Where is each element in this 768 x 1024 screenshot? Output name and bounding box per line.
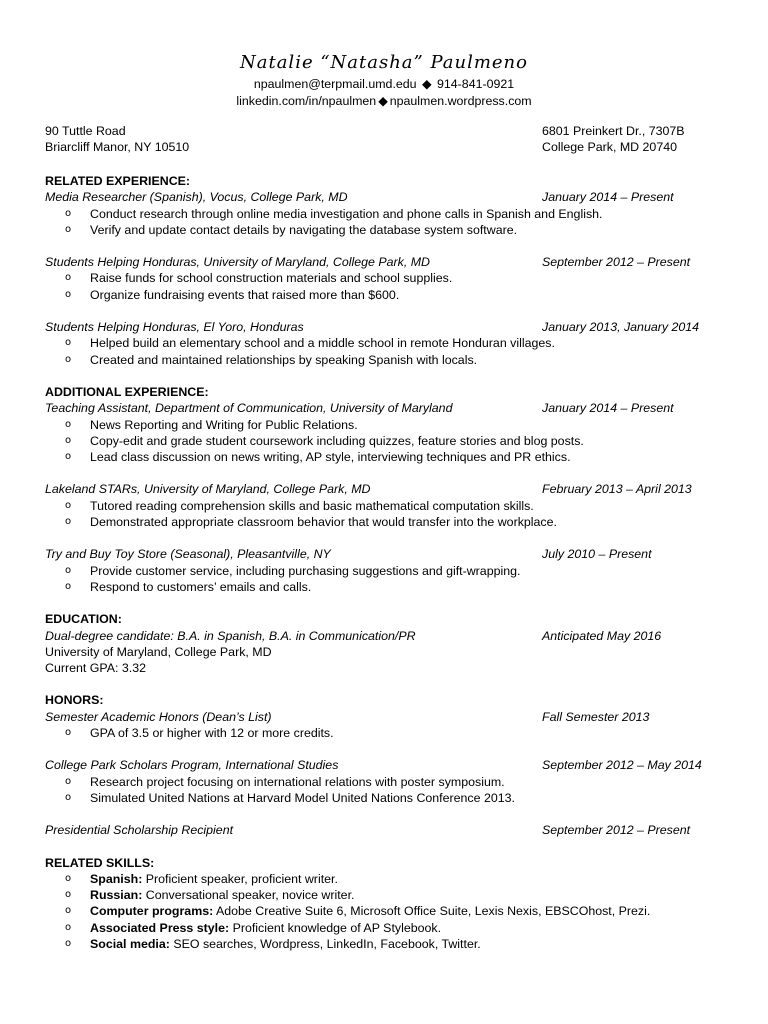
skill-label: Russian: [90, 888, 143, 903]
hollow-bullet-icon: o [65, 580, 72, 592]
bullet-item: o Provide customer service, including purchasing suggestions and gift-wrapping. [65, 563, 521, 578]
bullet-item: o Copy-edit and grade student coursework including quizzes, feature stories and blog posts. [65, 433, 584, 448]
entry-title: Teaching Assistant, Department of Communication, University of Maryland [45, 401, 453, 416]
blog-url: npaulmen.wordpress.com [389, 93, 532, 108]
bullet-item: o Demonstrated appropriate classroom behavior that would transfer into the workplace. [65, 515, 557, 530]
home-address [45, 123, 189, 156]
contact-line-1 [0, 76, 768, 93]
phone-number: 914-841-0921 [437, 77, 515, 91]
gpa: Current GPA: 3.32 [45, 661, 147, 676]
experience-entry [45, 189, 745, 238]
skill-item [45, 871, 745, 887]
additional-experience-section [45, 384, 745, 595]
honor-entry [45, 822, 745, 838]
resume-header [0, 52, 768, 109]
hollow-bullet-icon: o [65, 791, 72, 803]
contact-line-2 [0, 93, 768, 110]
honor-entry [45, 757, 745, 806]
honor-entry [45, 709, 745, 742]
school-name: University of Maryland, College Park, MD [45, 644, 272, 659]
entry-title: Try and Buy Toy Store (Seasonal), Pleasantville, NY [45, 547, 331, 562]
experience-entry [45, 254, 745, 303]
hollow-bullet-icon: o [65, 727, 72, 739]
separator-diamond-icon: ◆ [422, 77, 432, 91]
skill-item [45, 903, 745, 919]
entry-date: September 2012 – Present [542, 823, 691, 838]
hollow-bullet-icon: o [65, 337, 72, 349]
skill-label: Social media: [90, 936, 170, 951]
hollow-bullet-icon: o [65, 451, 72, 463]
entry-date: Fall Semester 2013 [542, 709, 650, 724]
bullet-item: o Created and maintained relationships by speaking Spanish with locals. [65, 352, 478, 367]
school-address [542, 123, 685, 156]
skill-text: SEO searches, Wordpress, LinkedIn, Facebook, Twitter. [169, 936, 481, 951]
hollow-bullet-icon: o [65, 272, 72, 284]
skill-label: Computer programs: [90, 904, 214, 919]
hollow-bullet-icon: o [65, 288, 72, 300]
experience-entry [45, 481, 745, 530]
resume-body [45, 173, 745, 968]
entry-date: January 2014 – Present [542, 190, 674, 205]
applicant-name: Natalie “Natasha” Paulmeno [239, 52, 528, 73]
bullet-item: o News Reporting and Writing for Public Relations. [65, 417, 358, 432]
bullet-item: o Raise funds for school construction materials and school supplies. [65, 271, 453, 286]
section-heading: ADDITIONAL EXPERIENCE: [45, 384, 209, 399]
entry-date: January 2014 – Present [542, 401, 674, 416]
skill-text: Adobe Creative Suite 6, Microsoft Office Suite, Lexis Nexis, EBSCOhost, Prezi. [213, 904, 651, 919]
skills-section [45, 855, 745, 953]
degree-date: Anticipated May 2016 [542, 628, 662, 643]
section-heading: HONORS: [45, 693, 104, 708]
bullet-item: o Simulated United Nations at Harvard Model United Nations Conference 2013. [65, 790, 515, 805]
bullet-item: o Organize fundraising events that raised more than $600. [65, 287, 400, 302]
email-address: npaulmen@terpmail.umd.edu [253, 77, 417, 91]
hollow-bullet-icon: o [65, 516, 72, 528]
section-heading: EDUCATION: [45, 612, 122, 627]
hollow-bullet-icon: o [65, 937, 72, 949]
home-address-line-2: Briarcliff Manor, NY 10510 [45, 140, 190, 155]
hollow-bullet-icon: o [65, 434, 72, 446]
entry-date: September 2012 – Present [542, 255, 691, 270]
bullet-item: o Respond to customers’ emails and calls. [65, 579, 312, 594]
entry-title: Presidential Scholarship Recipient [45, 823, 234, 838]
skill-label: Spanish: [90, 871, 143, 886]
hollow-bullet-icon: o [65, 207, 72, 219]
entry-date: July 2010 – Present [542, 547, 652, 562]
entry-title: Students Helping Honduras, University of Maryland, College Park, MD [45, 255, 430, 270]
hollow-bullet-icon: o [65, 872, 72, 884]
entry-date: September 2012 – May 2014 [542, 758, 702, 773]
bullet-item: o Verify and update contact details by navigating the database system software. [65, 222, 518, 237]
entry-title: Semester Academic Honors (Dean’s List) [45, 709, 272, 724]
honors-section [45, 692, 745, 838]
bullet-item: o GPA of 3.5 or higher with 12 or more credits. [65, 726, 334, 741]
entry-title: College Park Scholars Program, International Studies [45, 758, 339, 773]
school-address-line-2: College Park, MD 20740 [542, 140, 677, 155]
hollow-bullet-icon: o [65, 223, 72, 235]
section-heading: RELATED EXPERIENCE: [45, 174, 191, 188]
hollow-bullet-icon: o [65, 921, 72, 933]
skill-text: Proficient knowledge of AP Stylebook. [229, 920, 442, 935]
education-section [45, 611, 745, 676]
bullet-item: o Tutored reading comprehension skills and basic mathematical computation skills. [65, 498, 534, 513]
section-heading: RELATED SKILLS: [45, 855, 155, 870]
related-experience-section [45, 173, 745, 368]
hollow-bullet-icon: o [65, 889, 72, 901]
separator-diamond-icon: ◆ [378, 93, 388, 108]
hollow-bullet-icon: o [65, 905, 72, 917]
skill-text: Proficient speaker, proficient writer. [142, 871, 338, 886]
home-address-line-1: 90 Tuttle Road [45, 124, 126, 138]
bullet-item: o Research project focusing on international relations with poster symposium. [65, 774, 505, 789]
experience-entry [45, 400, 745, 465]
hollow-bullet-icon: o [65, 775, 72, 787]
bullet-item: o Helped build an elementary school and a middle school in remote Honduran villages. [65, 336, 555, 351]
hollow-bullet-icon: o [65, 499, 72, 511]
experience-entry [45, 546, 745, 595]
skill-item [45, 920, 745, 936]
bullet-item: o Conduct research through online media investigation and phone calls in Spanish and English. [65, 206, 603, 221]
hollow-bullet-icon: o [65, 564, 72, 576]
hollow-bullet-icon: o [65, 353, 72, 365]
degree-title: Dual-degree candidate: B.A. in Spanish, B.A. in Communication/PR [45, 628, 416, 643]
entry-date: January 2013, January 2014 [542, 320, 700, 335]
linkedin-url: linkedin.com/in/npaulmen [236, 93, 377, 108]
entry-title: Students Helping Honduras, El Yoro, Honduras [45, 320, 304, 335]
entry-date: February 2013 – April 2013 [542, 482, 692, 497]
entry-title: Lakeland STARs, University of Maryland, College Park, MD [45, 482, 371, 497]
hollow-bullet-icon: o [65, 418, 72, 430]
skill-text: Conversational speaker, novice writer. [142, 888, 355, 903]
school-address-line-1: 6801 Preinkert Dr., 7307B [542, 124, 685, 138]
entry-title: Media Researcher (Spanish), Vocus, College Park, MD [45, 190, 348, 205]
bullet-item: o Lead class discussion on news writing, AP style, interviewing techniques and PR ethics. [65, 450, 571, 465]
experience-entry [45, 319, 745, 368]
skill-label: Associated Press style: [90, 920, 230, 935]
skill-item [45, 887, 745, 903]
skill-item [45, 936, 745, 952]
